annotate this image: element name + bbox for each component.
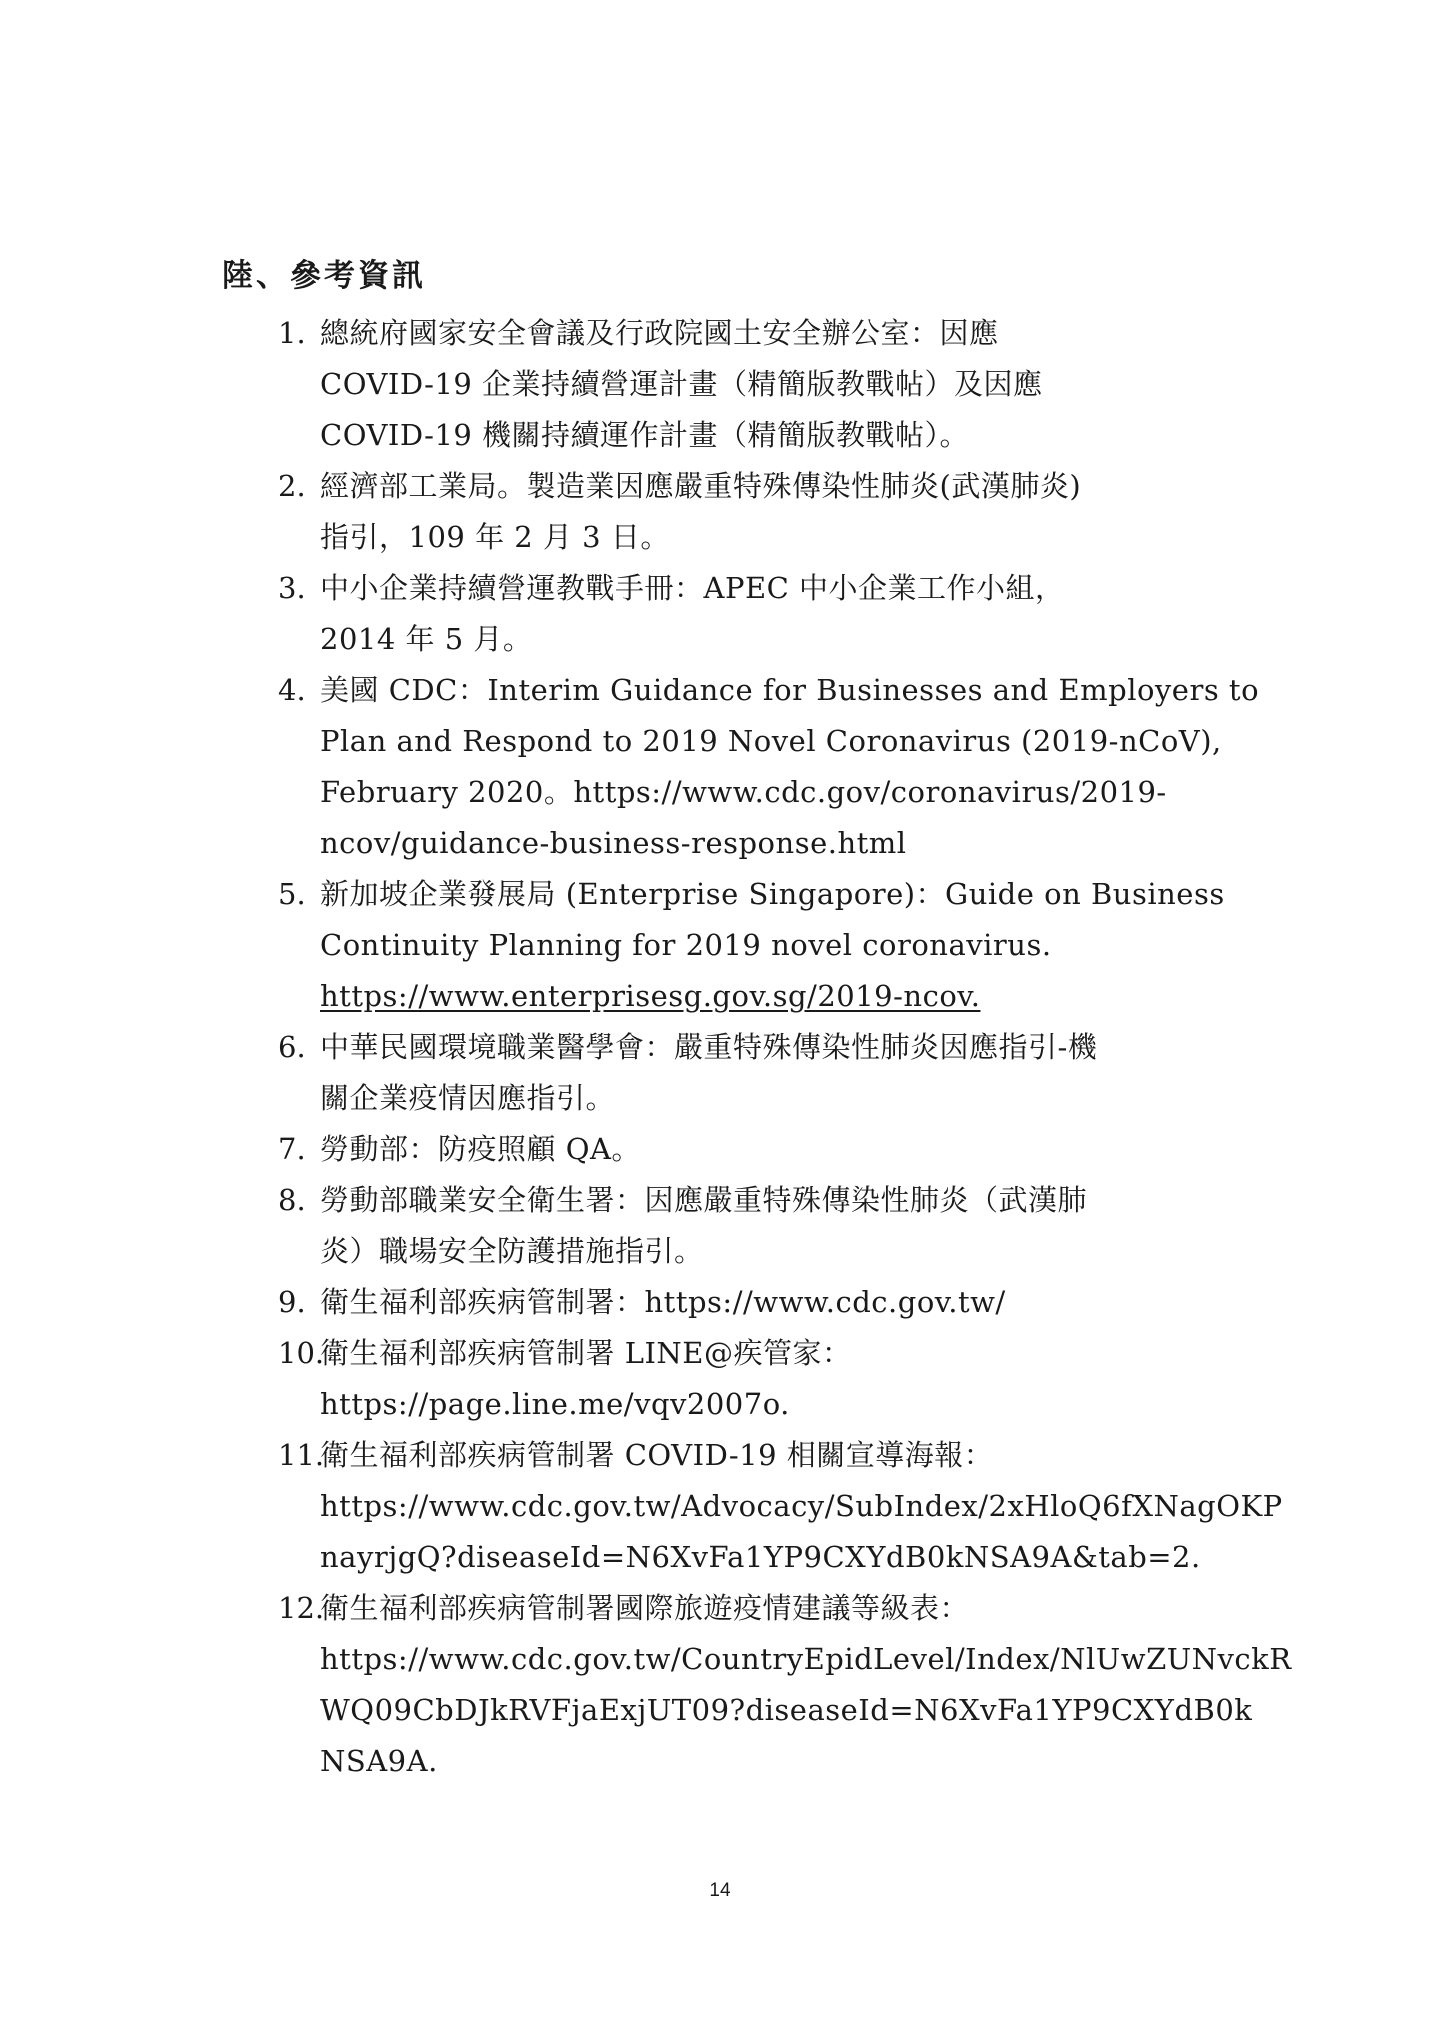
reference-line: WQ09CbDJkRVFjaExjUT09?diseaseId=N6XvFa1YP9CXYdB0k xyxy=(320,1693,1253,1727)
reference-text xyxy=(320,1430,1283,1583)
reference-item xyxy=(0,308,1440,461)
reference-item xyxy=(0,1583,1440,1787)
reference-item xyxy=(0,1328,1440,1430)
reference-item xyxy=(0,1022,1440,1124)
reference-link[interactable]: https://www.enterprisesg.gov.sg/2019-ncov. xyxy=(320,979,981,1013)
reference-text xyxy=(320,1328,1180,1430)
reference-line: 新加坡企業發展局 (Enterprise Singapore)：Guide on Business xyxy=(320,877,1225,911)
reference-number: 11. xyxy=(278,1438,325,1472)
reference-line: Plan and Respond to 2019 Novel Coronavirus (2019-nCoV), xyxy=(320,724,1222,758)
reference-number: 12. xyxy=(278,1591,325,1625)
reference-number: 8. xyxy=(278,1183,306,1217)
reference-text xyxy=(320,1175,1180,1277)
reference-text xyxy=(320,665,1260,869)
reference-line: https://page.line.me/vqv2007o. xyxy=(320,1387,790,1421)
reference-text xyxy=(320,1277,1180,1328)
reference-item xyxy=(0,869,1440,1022)
reference-number: 10. xyxy=(278,1336,325,1370)
reference-item xyxy=(0,563,1440,665)
reference-line: 中華民國環境職業醫學會：嚴重特殊傳染性肺炎因應指引-機 xyxy=(320,1030,1098,1064)
reference-item xyxy=(0,665,1440,869)
reference-item xyxy=(0,1175,1440,1277)
reference-text xyxy=(320,563,1180,665)
page-number: 14 xyxy=(709,1880,731,1901)
reference-number: 4. xyxy=(278,673,306,707)
reference-line: 勞動部：防疫照顧 QA。 xyxy=(320,1132,641,1166)
reference-list xyxy=(0,308,1440,1787)
reference-number: 1. xyxy=(278,316,306,350)
reference-line: 2014 年 5 月。 xyxy=(320,622,533,656)
reference-line: https://www.cdc.gov.tw/CountryEpidLevel/Index/NlUwZUNvckR xyxy=(320,1642,1292,1676)
reference-number: 3. xyxy=(278,571,306,605)
reference-number: 5. xyxy=(278,877,306,911)
reference-line: 衛生福利部疾病管制署 COVID-19 相關宣導海報： xyxy=(320,1438,994,1472)
reference-line: 總統府國家安全會議及行政院國土安全辦公室：因應 xyxy=(320,316,999,350)
reference-text xyxy=(320,1583,1292,1787)
reference-line: 衛生福利部疾病管制署 LINE@疾管家： xyxy=(320,1336,852,1370)
reference-number: 6. xyxy=(278,1030,306,1064)
reference-text xyxy=(320,869,1225,1022)
reference-line: 美國 CDC：Interim Guidance for Businesses and Employers to xyxy=(320,673,1260,707)
reference-line: 中小企業持續營運教戰手冊：APEC 中小企業工作小組， xyxy=(320,571,1065,605)
reference-line: 炎）職場安全防護措施指引。 xyxy=(320,1234,704,1268)
reference-number: 2. xyxy=(278,469,306,503)
reference-line: February 2020。https://www.cdc.gov/coronavirus/2019- xyxy=(320,775,1167,809)
reference-text xyxy=(320,1022,1180,1124)
section-heading: 陸、參考資訊 xyxy=(222,258,426,294)
reference-text xyxy=(320,308,1180,461)
reference-item xyxy=(0,461,1440,563)
reference-line: Continuity Planning for 2019 novel coronavirus. xyxy=(320,928,1052,962)
reference-line: NSA9A. xyxy=(320,1744,438,1778)
reference-line: https://www.cdc.gov.tw/Advocacy/SubIndex/2xHloQ6fXNagOKP xyxy=(320,1489,1283,1523)
reference-item xyxy=(0,1277,1440,1328)
reference-line: 衛生福利部疾病管制署國際旅遊疫情建議等級表： xyxy=(320,1591,970,1625)
reference-line: 衛生福利部疾病管制署：https://www.cdc.gov.tw/ xyxy=(320,1285,1006,1319)
reference-line: 經濟部工業局。製造業因應嚴重特殊傳染性肺炎(武漢肺炎) xyxy=(320,469,1082,503)
reference-text xyxy=(320,461,1180,563)
reference-line: COVID-19 機關持續運作計畫（精簡版教戰帖）。 xyxy=(320,418,970,452)
reference-line: ncov/guidance-business-response.html xyxy=(320,826,907,860)
reference-line: 指引，109 年 2 月 3 日。 xyxy=(320,520,670,554)
reference-number: 7. xyxy=(278,1132,306,1166)
reference-item xyxy=(0,1124,1440,1175)
reference-line: 關企業疫情因應指引。 xyxy=(320,1081,616,1115)
reference-item xyxy=(0,1430,1440,1583)
reference-line: COVID-19 企業持續營運計畫（精簡版教戰帖）及因應 xyxy=(320,367,1043,401)
reference-line: nayrjgQ?diseaseId=N6XvFa1YP9CXYdB0kNSA9A&tab=2. xyxy=(320,1540,1201,1574)
reference-number: 9. xyxy=(278,1285,306,1319)
reference-line: 勞動部職業安全衛生署：因應嚴重特殊傳染性肺炎（武漢肺 xyxy=(320,1183,1088,1217)
reference-text xyxy=(320,1124,1180,1175)
